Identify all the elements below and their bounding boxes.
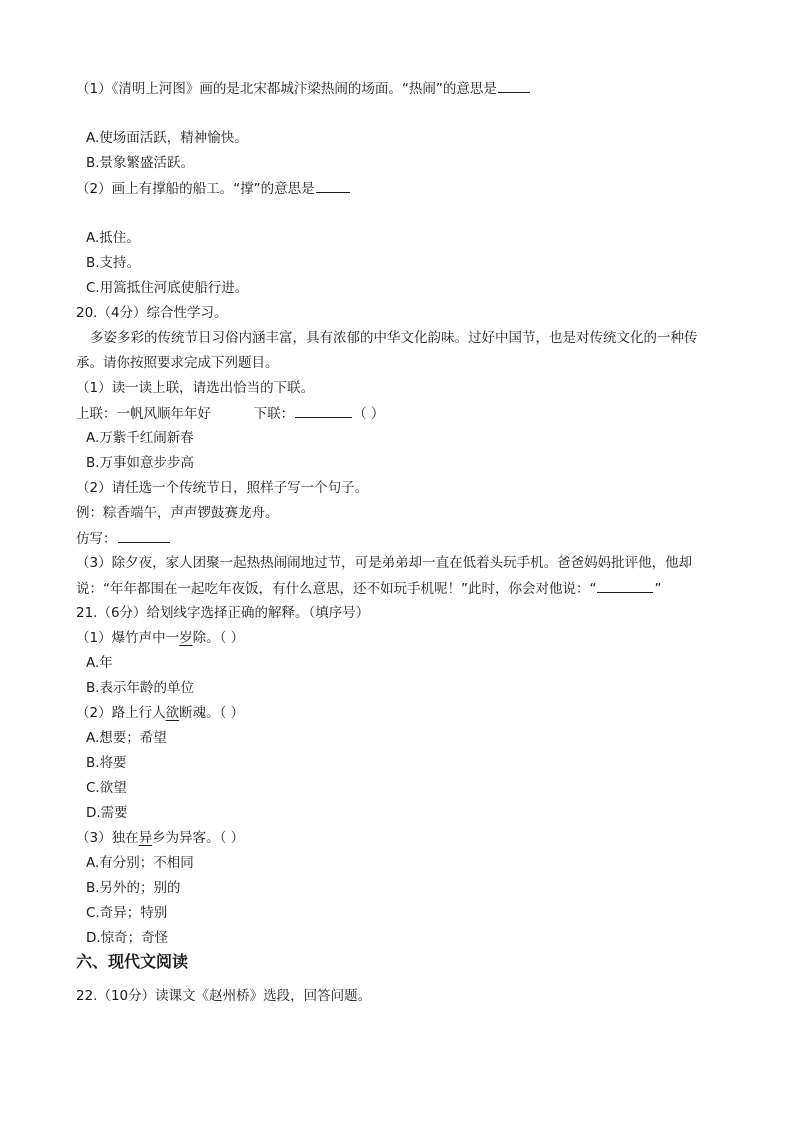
q20-sub1-option-b[interactable]: B.万事如意步步高 xyxy=(86,455,195,471)
q21-sub1-pre: （1）爆竹声中一 xyxy=(76,630,180,646)
q21-sub2-line xyxy=(76,704,244,722)
q20-sub3-line-2 xyxy=(76,579,661,598)
q21-sub3-pre: （3）独在 xyxy=(76,830,139,846)
q20-imitate-line xyxy=(76,529,171,548)
q19-sub2-option-b[interactable]: B.支持。 xyxy=(86,255,141,271)
q20-sub3-text-2: 说：“年年都围在一起吃年夜饭，有什么意思，还不如玩手机呢！”此时，你会对他说：“ xyxy=(76,581,597,597)
q21-sub1-underlined-char: 岁 xyxy=(179,630,193,646)
q20-sub1-answer-paren[interactable]: （ ） xyxy=(353,406,385,422)
q21-sub3-option-a[interactable]: A.有分别；不相同 xyxy=(86,855,194,871)
q20-couplet-line xyxy=(76,404,384,423)
q20-intro-line-1: 多姿多彩的传统节日习俗内涵丰富，具有浓郁的中华文化韵味。过好中国节，也是对传统文化的一种传 xyxy=(90,330,698,346)
q20-sub3-close-quote: ” xyxy=(654,581,662,597)
q21-sub2-pre: （2）路上行人 xyxy=(76,705,166,721)
q20-intro-line-2: 承。请你按照要求完成下列题目。 xyxy=(76,355,279,371)
q21-sub1-option-a[interactable]: A.年 xyxy=(86,655,113,671)
q20-couplet-lower-blank[interactable] xyxy=(295,404,352,418)
q20-example: 例：粽香端午，声声锣鼓赛龙舟。 xyxy=(76,505,279,521)
q19-sub2-answer-blank[interactable] xyxy=(316,179,350,193)
section-heading-modern-reading: 六、现代文阅读 xyxy=(76,952,189,971)
q21-sub2-underlined-char: 欲 xyxy=(165,705,180,721)
q21-sub2-option-d[interactable]: D.需要 xyxy=(86,805,128,821)
q21-sub3-underlined-char: 异 xyxy=(138,830,153,846)
q20-sub2-text: （2）请任选一个传统节日，照样子写一个句子。 xyxy=(76,480,369,496)
q22-title: 22.（10分）读课文《赵州桥》选段，回答问题。 xyxy=(76,988,372,1004)
q21-title: 21.（6分）给划线字选择正确的解释。（填序号） xyxy=(76,605,370,621)
q20-title: 20.（4分）综合性学习。 xyxy=(76,305,228,321)
q20-sub3-line-1: （3）除夕夜，家人团聚一起热热闹闹地过节，可是弟弟却一直在低着头玩手机。爸爸妈妈批评他，他却 xyxy=(76,555,693,571)
q21-sub3-post[interactable]: 乡为异客。（ ） xyxy=(152,830,245,846)
q19-sub1-line xyxy=(76,79,531,98)
q21-sub3-line xyxy=(76,829,244,847)
q20-sub3-answer-blank[interactable] xyxy=(597,579,653,593)
q20-sub1-option-a[interactable]: A.万紫千红闹新春 xyxy=(86,430,194,446)
q20-imitate-blank[interactable] xyxy=(118,529,170,543)
q21-sub2-option-a[interactable]: A.想要；希望 xyxy=(86,730,167,746)
q19-sub2-option-c[interactable]: C.用篙抵住河底使船行进。 xyxy=(86,280,249,296)
q21-sub1-option-b[interactable]: B.表示年龄的单位 xyxy=(86,680,195,696)
q21-sub3-option-c[interactable]: C.奇异；特别 xyxy=(86,905,168,921)
q21-sub2-option-c[interactable]: C.欲望 xyxy=(86,780,127,796)
q19-sub2-text: （2）画上有撑船的船工。“撑”的意思是 xyxy=(76,181,315,197)
q20-sub1-text: （1）读一读上联，请选出恰当的下联。 xyxy=(76,380,315,396)
q21-sub2-post[interactable]: 断魂。（ ） xyxy=(179,705,245,721)
q21-sub1-post[interactable]: 除。（ ） xyxy=(192,630,245,646)
q21-sub2-option-b[interactable]: B.将要 xyxy=(86,755,127,771)
q21-sub1-line xyxy=(76,629,244,647)
q19-sub2-line xyxy=(76,179,351,198)
q20-couplet-lower-label: 下联： xyxy=(253,406,295,422)
q20-couplet-upper: 上联：一帆风顺年年好 xyxy=(76,406,211,422)
q19-sub1-text: （1）《清明上河图》画的是北宋都城汴梁热闹的场面。“热闹”的意思是 xyxy=(76,81,497,97)
q21-sub3-option-b[interactable]: B.另外的；别的 xyxy=(86,880,181,896)
q19-sub1-option-a[interactable]: A.使场面活跃，精神愉快。 xyxy=(86,130,248,146)
q19-sub1-option-b[interactable]: B.景象繁盛活跃。 xyxy=(86,155,195,171)
q19-sub1-answer-blank[interactable] xyxy=(498,79,530,93)
q20-imitate-label: 仿写： xyxy=(76,531,117,547)
q19-sub2-option-a[interactable]: A.抵住。 xyxy=(86,230,140,246)
q21-sub3-option-d[interactable]: D.惊奇；奇怪 xyxy=(86,930,169,946)
